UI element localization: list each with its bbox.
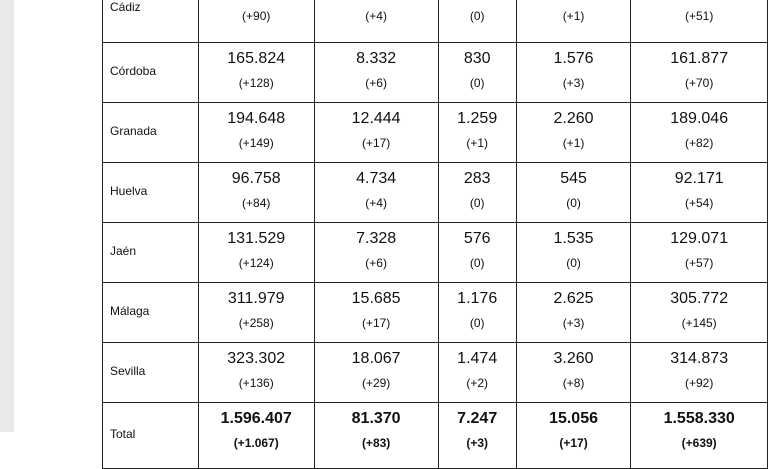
cell-value: 161.877: [670, 50, 729, 67]
cell: [631, 103, 768, 163]
cell-value: 12.444: [351, 110, 401, 127]
cell: [631, 0, 768, 43]
cell-change: (+258): [238, 316, 274, 330]
cell: [314, 403, 438, 469]
cell: [314, 343, 438, 403]
cell: [314, 163, 438, 223]
cell: [198, 283, 314, 343]
cell-value: 1.576: [553, 50, 594, 67]
total-value: 7.247: [457, 410, 498, 427]
cell-value: 4.734: [356, 170, 397, 187]
cell-change: (+82): [684, 136, 714, 150]
cell-value: 830: [463, 50, 491, 67]
cell-value: 18.067: [351, 350, 401, 367]
cell: [314, 283, 438, 343]
cell-change: (+92): [684, 376, 714, 390]
cell-change: (+84): [242, 196, 271, 210]
cell: [516, 0, 631, 43]
cell: [631, 343, 768, 403]
total-value: 1.596.407: [220, 410, 292, 427]
total-value: 15.056: [549, 410, 598, 427]
cell: [314, 223, 438, 283]
total-change: (+83): [361, 436, 391, 450]
cell-value: 2.625: [553, 290, 594, 307]
cell: [631, 403, 768, 469]
province-label: Granada: [103, 103, 199, 163]
cell-change: (+128): [238, 76, 274, 90]
cell-value: 131.529: [227, 230, 286, 247]
cell: [198, 163, 314, 223]
cell-change: (0): [469, 9, 485, 23]
cell-value: 311.979: [227, 290, 285, 307]
cell: [516, 223, 631, 283]
cell-value: 3.260: [553, 350, 594, 367]
cell-change: (0): [469, 196, 485, 210]
cell-change: (+57): [684, 256, 714, 270]
table-row: [103, 103, 768, 163]
cell: [438, 403, 516, 469]
total-value: 81.370: [351, 410, 401, 427]
cell: [438, 163, 516, 223]
cell-value: 15.685: [351, 290, 401, 307]
cell-value: 576: [463, 230, 491, 247]
cell: [438, 223, 516, 283]
cell: [438, 0, 516, 43]
cell: [438, 283, 516, 343]
cell-change: (+8): [562, 376, 585, 390]
cell-change: (0): [469, 76, 485, 90]
cell-value: 92.171: [674, 170, 724, 187]
cell: [516, 163, 631, 223]
cell-value: 283: [463, 170, 491, 187]
total-change: (+17): [559, 436, 588, 450]
cell-change: (+6): [365, 256, 387, 270]
total-change: (+3): [466, 436, 489, 450]
province-label: Sevilla: [103, 343, 199, 403]
cell: [198, 0, 314, 43]
total-row: [103, 403, 768, 469]
cell-change: (+6): [365, 76, 387, 90]
cell: [438, 43, 516, 103]
cell-value: 1.535: [553, 230, 594, 247]
cell-change: (+1): [562, 9, 585, 23]
cell-change: (+4): [365, 196, 387, 210]
table-row: [103, 163, 768, 223]
table-row: [103, 343, 768, 403]
cell-change: (+17): [361, 136, 391, 150]
cell-change: (+3): [562, 76, 585, 90]
table-container: [102, 0, 768, 469]
cell: [314, 103, 438, 163]
cell: [198, 403, 314, 469]
cell-value: 129.071: [670, 230, 729, 247]
cell: [198, 43, 314, 103]
cell-change: (+70): [684, 76, 714, 90]
cell-value: 1.474: [457, 350, 498, 367]
cell-change: (0): [469, 316, 485, 330]
cell-value: 189.046: [670, 110, 729, 127]
cell-change: (0): [566, 196, 581, 210]
province-label: Cádiz: [103, 0, 199, 43]
cell-change: (+4): [365, 9, 387, 23]
cell-value: 305.772: [670, 290, 729, 307]
cell-change: (+3): [562, 316, 585, 330]
cell-change: (+145): [681, 316, 717, 330]
covid-province-table: [102, 0, 768, 469]
table-row: [103, 43, 768, 103]
province-label: Huelva: [103, 163, 199, 223]
cell: [198, 223, 314, 283]
cell-change: (+136): [238, 376, 274, 390]
cell: [631, 223, 768, 283]
cell: [438, 103, 516, 163]
cell: [631, 283, 768, 343]
cell-change: (+124): [238, 256, 274, 270]
province-label: Jaén: [103, 223, 199, 283]
cell-change: (0): [469, 256, 485, 270]
cell: [631, 163, 768, 223]
cell: [516, 103, 631, 163]
cell: [314, 43, 438, 103]
cell-value: 8.332: [356, 50, 397, 67]
cell-value: 1.176: [457, 290, 498, 307]
cell-change: (+2): [466, 376, 489, 390]
cell: [516, 283, 631, 343]
cell-value: 2.260: [553, 110, 594, 127]
total-value: 1.558.330: [663, 410, 735, 427]
total-label: Total: [103, 403, 199, 469]
cell-value: 323.302: [227, 350, 286, 367]
cell: [516, 343, 631, 403]
cell-value: 314.873: [670, 350, 729, 367]
cell-value: 165.824: [227, 50, 286, 67]
cell-value: 96.758: [231, 170, 281, 187]
cell: [516, 403, 631, 469]
cell: [198, 103, 314, 163]
cell: [631, 43, 768, 103]
table-row: [103, 0, 768, 43]
cell-change: (+17): [361, 316, 391, 330]
cell: [438, 343, 516, 403]
cell-change: (+29): [361, 376, 391, 390]
province-label: Málaga: [103, 283, 199, 343]
left-gutter: [0, 0, 14, 432]
cell-value: 545: [560, 170, 587, 187]
cell-change: (+90): [242, 9, 271, 23]
cell: [198, 343, 314, 403]
cell-change: (+54): [684, 196, 714, 210]
cell-change: (+149): [238, 136, 274, 150]
table-row: [103, 223, 768, 283]
cell-value: 7.328: [356, 230, 397, 247]
table-row: [103, 283, 768, 343]
cell-change: (+51): [684, 9, 714, 23]
cell-value: 194.648: [227, 110, 286, 127]
cell: [516, 43, 631, 103]
cell: [314, 0, 438, 43]
total-change: (+639): [681, 436, 717, 450]
cell-value: 1.259: [457, 110, 498, 127]
province-label: Córdoba: [103, 43, 199, 103]
cell-change: (+1): [466, 136, 489, 150]
cell-change: (0): [566, 256, 581, 270]
cell-change: (+1): [562, 136, 585, 150]
total-change: (+1.067): [233, 436, 279, 450]
